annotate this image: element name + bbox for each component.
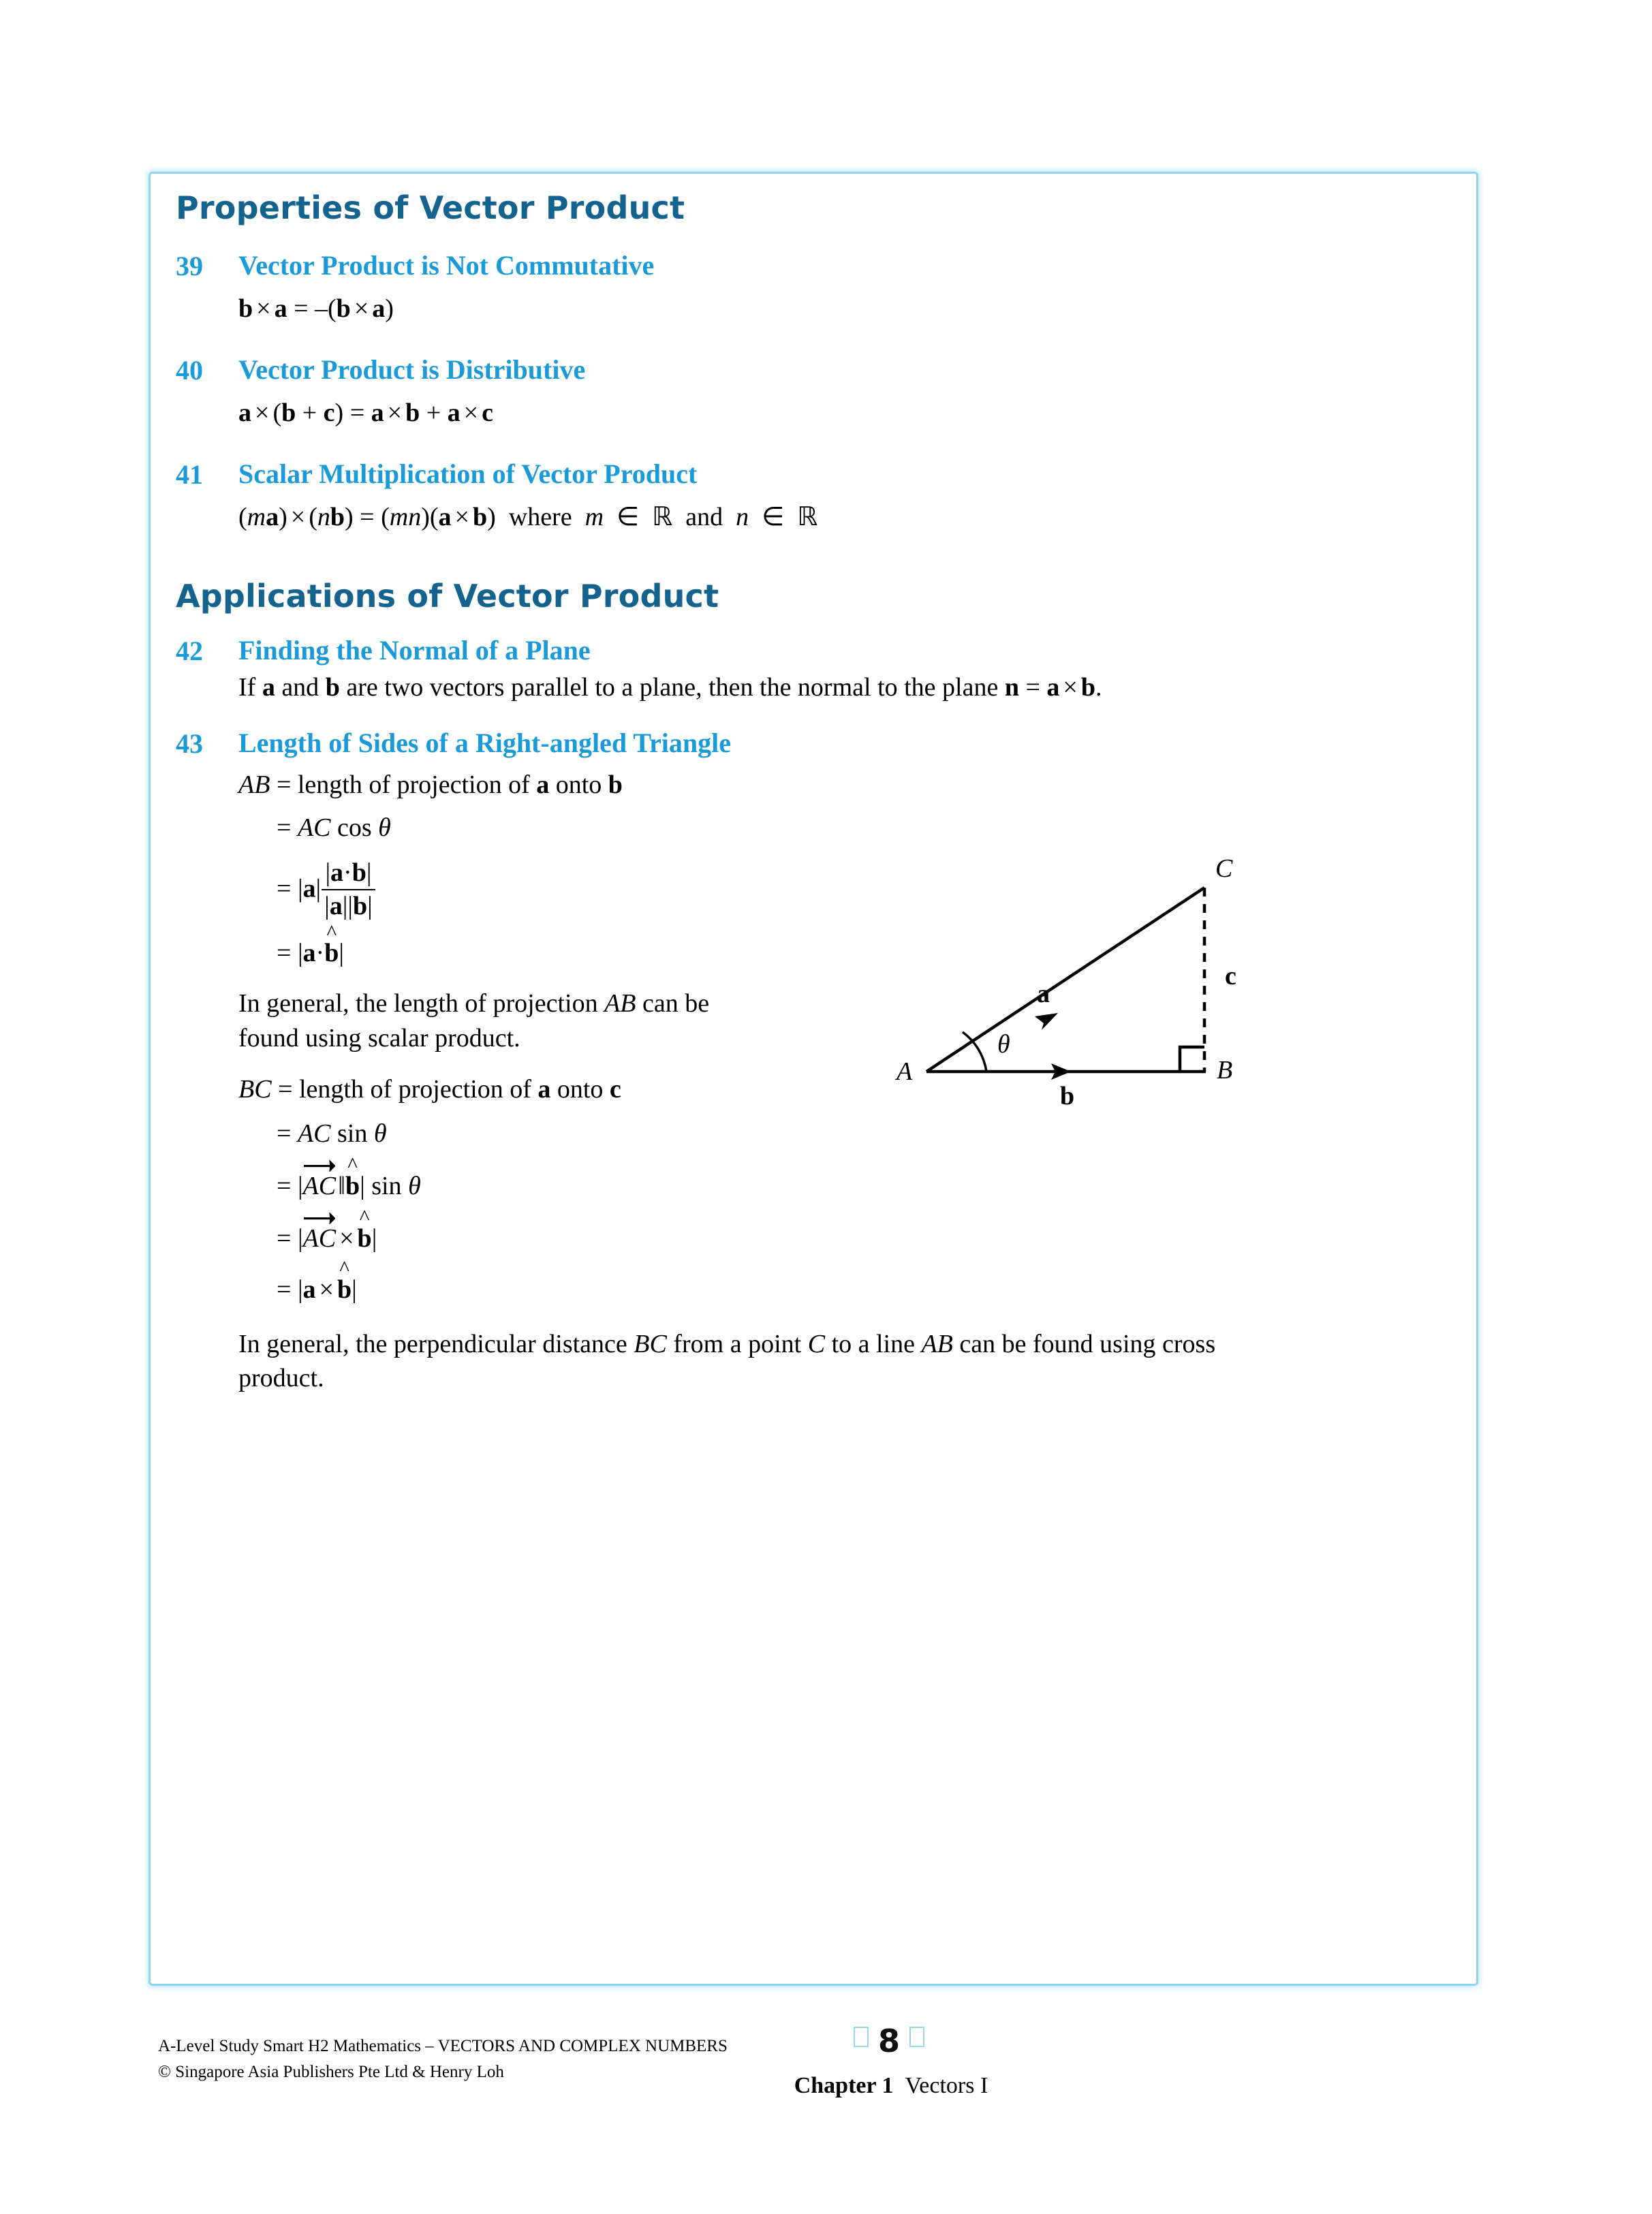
bc-line4-eq: =: [277, 1223, 292, 1253]
bc-line-1: [238, 1070, 1470, 1109]
diagram-vertex-a: A: [897, 1057, 913, 1086]
ab-line4-eq: =: [277, 939, 292, 968]
scalar-m: m: [247, 502, 266, 531]
general-bc-t3: to a line: [825, 1329, 922, 1358]
bc-line-2: [277, 1114, 1470, 1153]
general-ab-t3: found using scalar product.: [238, 1023, 520, 1053]
f42-eq: =: [1018, 673, 1047, 702]
general-bc-c: C: [807, 1329, 826, 1358]
diagram-vector-c: c: [1225, 962, 1236, 991]
item-40: [176, 354, 1470, 433]
item-39-formula: b × a = –(b × a): [238, 294, 394, 323]
page-number: 8: [877, 2023, 900, 2059]
bc-line5-a: a: [302, 1275, 316, 1304]
ab-line-4: = |a· ^ b|: [277, 920, 344, 968]
item-39: [176, 250, 1470, 328]
footer-title-line: A-Level Study Smart H2 Mathematics – VECTORS AND COMPLEX NUMBERS: [158, 2037, 728, 2055]
bc-line5-cross: ×: [319, 1275, 334, 1304]
footer-chapter-label: [707, 2073, 1075, 2099]
diagram-vertex-b: B: [1217, 1056, 1233, 1085]
page-ornament-right-icon: [909, 2027, 924, 2047]
general-ab-t2: can be: [636, 989, 710, 1018]
general-bc-label: BC: [634, 1329, 667, 1358]
item-41: [176, 458, 1470, 537]
f42-n: n: [1004, 673, 1019, 702]
vec-a-1: a: [266, 502, 279, 531]
ab-onto-b: b: [608, 770, 623, 800]
section-heading-applications: Applications of Vector Product: [176, 577, 719, 614]
hat-accent-1: ^: [326, 920, 337, 944]
bc-line-3: = | AC ‖ ^ b| sin θ: [277, 1166, 1470, 1206]
general-ab-note: [238, 986, 838, 1055]
hat-accent-4: ^: [339, 1256, 349, 1281]
item-41-title: Scalar Multiplication of Vector Product: [238, 458, 698, 489]
reals-1: ℝ: [652, 502, 673, 531]
right-arrow-icon: [304, 1157, 336, 1172]
bc-line4-bhat: b: [357, 1223, 372, 1253]
ab-line2-ac: AC: [297, 813, 331, 843]
vector-ac-arrow-1: [303, 1166, 337, 1206]
reals-2: ℝ: [797, 502, 818, 531]
hat-accent-3: ^: [359, 1205, 370, 1230]
scalar-mn: mn: [389, 502, 422, 531]
bc-line3-ac: AC: [302, 1171, 337, 1200]
ab-lhs: AB: [238, 770, 270, 800]
item-41-number: 41: [176, 458, 203, 490]
general-bc-t5: product.: [238, 1363, 324, 1392]
ab-line2-eq: =: [277, 813, 292, 843]
bc-line5-eq: =: [277, 1275, 292, 1304]
bc-line3-eq: =: [277, 1171, 292, 1200]
footer-credits: [158, 2033, 728, 2085]
bc-lhs: BC: [238, 1074, 272, 1104]
where-word: where: [508, 502, 572, 531]
ab-of-a: a: [536, 770, 550, 800]
vector-ac-arrow-2: [303, 1218, 337, 1258]
bc-line2-theta: θ: [373, 1119, 387, 1148]
item-40-title: Vector Product is Distributive: [238, 354, 586, 385]
f42-a2: a: [1046, 673, 1060, 702]
page-footer: [0, 2023, 1652, 2156]
bc-line4-ac: AC: [302, 1223, 337, 1253]
page-ornament-left-icon: [854, 2027, 869, 2047]
item-41-formula: (ma) × (nb) = (mn)(a × b) where m ∈ ℝ and n ∈ ℝ: [238, 502, 818, 531]
item-42-text: [238, 670, 1470, 704]
bc-line4-cross: ×: [339, 1223, 354, 1253]
item-42-title: Finding the Normal of a Plane: [238, 635, 591, 666]
bc-of-a: a: [537, 1074, 551, 1104]
element-of-1: ∈: [617, 502, 640, 531]
bc-eq: =: [278, 1074, 293, 1104]
f42-b2: b: [1080, 673, 1095, 702]
f42-a: a: [262, 673, 275, 702]
ab-line-1: [238, 766, 933, 805]
item-39-number: 39: [176, 250, 203, 281]
var-m: m: [585, 502, 604, 531]
ab-line3-a: a: [302, 874, 316, 903]
ab-line2-theta: θ: [378, 813, 391, 843]
bc-line-5: = |a × ^ b|: [277, 1256, 357, 1304]
f42-period: .: [1095, 673, 1102, 702]
item-42-number: 42: [176, 636, 203, 667]
item-42: [176, 635, 1470, 704]
ab-derivation: [238, 766, 933, 973]
section-heading-properties: Properties of Vector Product: [176, 189, 685, 226]
ab-fraction: $\frac{|a\cdot b|}{|a||b|}$: [322, 858, 375, 920]
footer-chapter-number: Chapter 1: [794, 2073, 894, 2098]
general-ab-label: AB: [604, 989, 636, 1018]
ab-eq: =: [276, 770, 292, 800]
item-40-number: 40: [176, 354, 203, 386]
footer-chapter-name: Vectors I: [905, 2073, 988, 2098]
item-43-title: Length of Sides of a Right-angled Triangle: [238, 728, 732, 759]
bc-onto: onto: [557, 1074, 604, 1104]
vec-b-2: b: [472, 502, 488, 531]
f42-cross: ×: [1063, 673, 1078, 702]
general-bc-t4: can be found using cross: [952, 1329, 1216, 1358]
bc-def: length of projection of: [299, 1074, 531, 1104]
ab-line-2: [277, 809, 933, 847]
diagram-vector-a: a: [1037, 980, 1050, 1008]
bc-line2-sin: sin: [337, 1119, 368, 1148]
vec-b-1: b: [330, 502, 345, 531]
diagram-vector-b: b: [1060, 1082, 1075, 1110]
ab-onto: onto: [555, 770, 602, 800]
footer-page-number-group: [766, 2023, 1012, 2059]
f42-b: b: [325, 673, 340, 702]
bc-line3-bhat: b: [345, 1171, 360, 1200]
bc-derivation: [238, 1070, 1470, 1309]
right-angled-triangle-diagram: [886, 828, 1281, 1114]
general-bc-note: [238, 1327, 1471, 1395]
vec-a-2: a: [438, 502, 452, 531]
element-of-2: ∈: [762, 502, 785, 531]
f42-t2: and: [275, 673, 326, 702]
bc-line3-sin: sin: [371, 1171, 402, 1200]
ab-line2-cos: cos: [337, 813, 372, 843]
item-39-title: Vector Product is Not Commutative: [238, 249, 655, 281]
bc-line2-eq: =: [277, 1119, 292, 1148]
general-bc-t2: from a point: [666, 1329, 808, 1358]
general-bc-ab: AB: [921, 1329, 953, 1358]
item-40-formula: a × (b + c) = a × b + a × c: [238, 398, 493, 427]
var-n: n: [736, 502, 749, 531]
f42-t3: are two vectors parallel to a plane, then the normal to the plane: [339, 673, 1005, 702]
ab-def: length of projection of: [297, 770, 530, 800]
general-ab-t1: In general, the length of projection: [238, 989, 605, 1018]
bc-line3-theta: θ: [408, 1171, 421, 1200]
item-43-number: 43: [176, 728, 203, 760]
diagram-angle-theta: θ: [997, 1030, 1010, 1059]
general-bc-t1: In general, the perpendicular distance: [238, 1329, 634, 1358]
and-word: and: [685, 502, 723, 531]
bc-line5-bhat: b: [337, 1275, 352, 1304]
f42-t1: If: [238, 673, 262, 702]
scalar-n: n: [317, 502, 330, 531]
bc-line2-ac: AC: [297, 1119, 331, 1148]
diagram-vertex-c: C: [1215, 854, 1233, 883]
right-arrow-icon: [304, 1210, 336, 1224]
bc-line-4: = | AC × ^ b|: [277, 1218, 1470, 1258]
ab-line-3: = |a| $\frac{|a\cdot b|}{|a||b|}$: [277, 860, 933, 922]
bc-onto-c: c: [609, 1074, 621, 1104]
hat-accent-2: ^: [347, 1153, 358, 1177]
ab-line3-eq: =: [277, 874, 292, 903]
page-content: [176, 191, 1470, 1395]
footer-copyright-line: © Singapore Asia Publishers Pte Ltd & Henry Loh: [158, 2063, 504, 2081]
